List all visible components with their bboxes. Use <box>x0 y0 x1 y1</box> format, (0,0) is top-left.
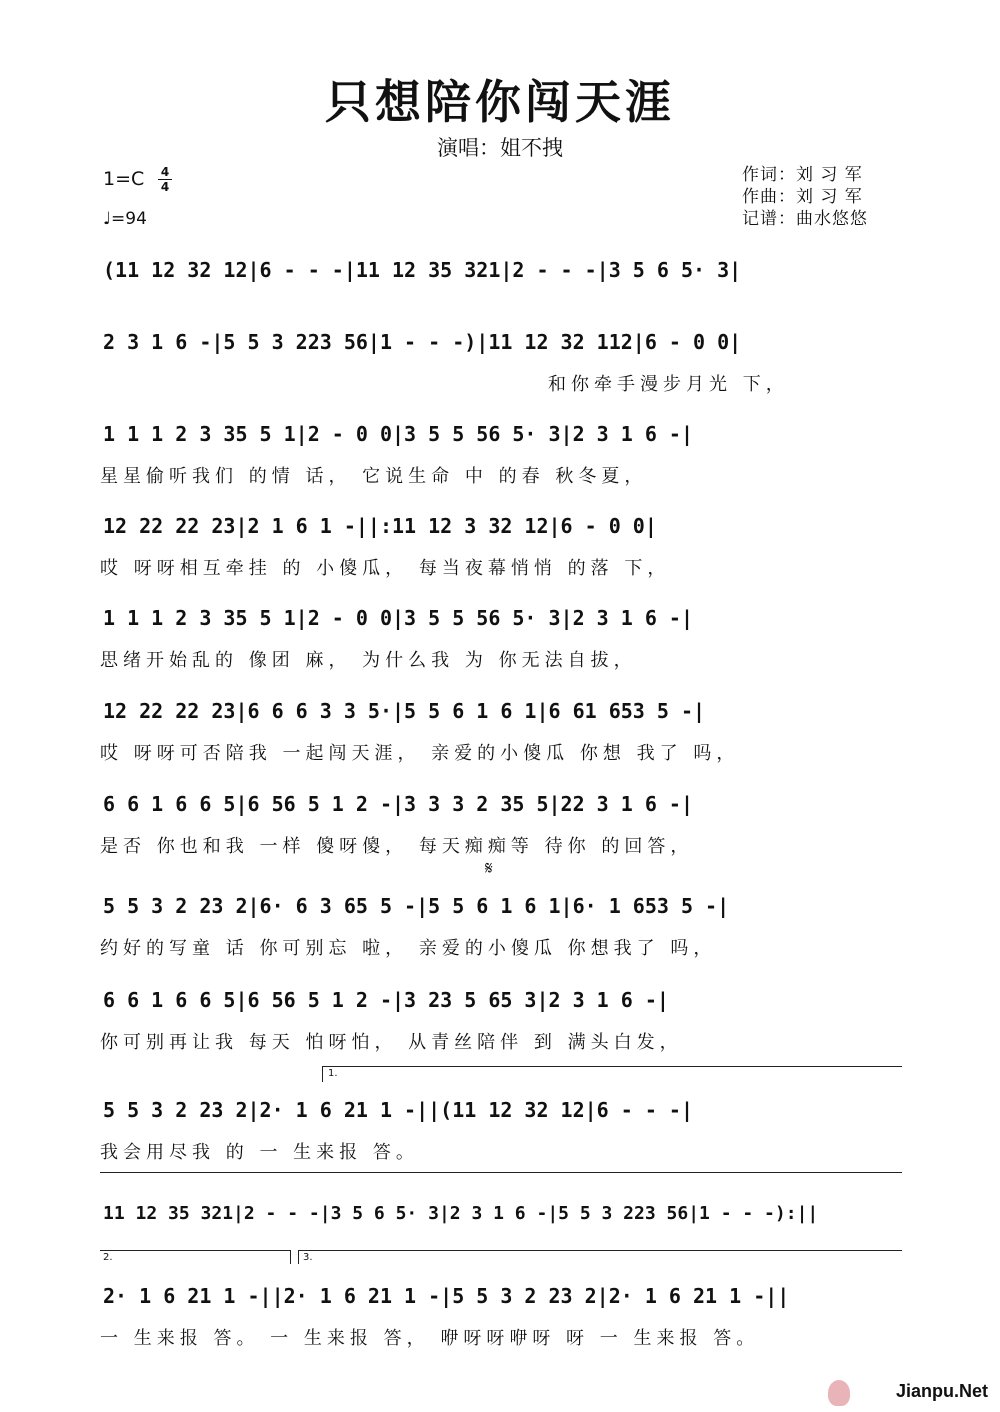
composer-credit: 作曲：刘 习 军 <box>742 187 863 207</box>
notes-line-2: 2 3 1 6 -|5 5 3 223 56|1 - - -)|11 12 32 112|6 - 0 0| <box>103 330 742 354</box>
segno-mark: 𝄋 <box>485 858 493 879</box>
volta-1: 1. <box>328 1068 338 1079</box>
lyrics-line-12: 一 生来报 答。 一 生来报 答， 咿呀呀咿呀 呀 一 生来报 答。 <box>100 1328 760 1349</box>
lyrics-line-2: 和你牵手漫步月光 下， <box>548 374 789 395</box>
notes-line-6: 12 22 22 23|6 6 6 3 3 5·|5 5 6 1 6 1|6 61 653 5 -| <box>103 699 706 723</box>
credits-block <box>742 164 868 230</box>
time-signature <box>158 166 172 193</box>
notes-line-7: 6 6 1 6 6 5|6 56 5 1 2 -|3 3 3 2 35 5|22 3 1 6 -| <box>103 792 694 816</box>
tempo-marking: ♩=94 <box>103 209 147 229</box>
time-sig-bottom: 4 <box>160 180 170 194</box>
lyrics-line-10: 我会用尽我 的 一 生来报 答。 <box>100 1142 419 1163</box>
notes-line-1: (11 12 32 12|6 - - -|11 12 35 321|2 - - -|3 5 6 5· 3| <box>103 258 742 282</box>
lyrics-line-6: 哎 呀呀可否陪我 一起闯天涯， 亲爱的小傻瓜 你想 我了 吗， <box>100 743 740 764</box>
lyrics-line-7: 是否 你也和我 一样 傻呀傻， 每天痴痴等 待你 的回答， <box>100 836 694 857</box>
lyrics-line-5: 思绪开始乱的 像团 麻， 为什么我 为 你无法自拔， <box>100 650 637 671</box>
notes-line-9: 6 6 1 6 6 5|6 56 5 1 2 -|3 23 5 65 3|2 3 1 6 -| <box>103 988 669 1012</box>
singer-line: 演唱：姐不拽 <box>437 136 563 160</box>
song-title: 只想陪你闯天涯 <box>325 75 675 129</box>
notes-line-3: 1 1 1 2 3 35 5 1|2 - 0 0|3 5 5 56 5· 3|2 3 1 6 -| <box>103 422 694 446</box>
notes-line-4: 12 22 22 23|2 1 6 1 -||:11 12 3 32 12|6 - 0 0| <box>103 514 657 538</box>
lyricist-credit: 作词：刘 习 军 <box>742 165 863 185</box>
volta-3: 3. <box>303 1252 313 1263</box>
notes-line-11: 11 12 35 321|2 - - -|3 5 6 5· 3|2 3 1 6 -|5 5 3 223 56|1 - - -):|| <box>103 1203 819 1224</box>
notes-line-8: 5 5 3 2 23 2|6· 6 3 65 5 -|5 5 6 1 6 1|6· 1 653 5 -| <box>103 894 730 918</box>
notes-line-12: 2· 1 6 21 1 -||2· 1 6 21 1 -|5 5 3 2 23 2|2· 1 6 21 1 -|| <box>103 1284 790 1308</box>
watermark-logo-icon <box>828 1380 850 1406</box>
lyrics-line-8: 约好的写童 话 你可别忘 啦， 亲爱的小傻瓜 你想我了 吗， <box>100 938 717 959</box>
lyrics-line-4: 哎 呀呀相互牵挂 的 小傻瓜， 每当夜幕悄悄 的落 下， <box>100 558 671 579</box>
watermark: Jianpu.Net <box>895 1381 988 1401</box>
transcriber-credit: 记谱：曲水悠悠 <box>742 209 868 229</box>
time-sig-top: 4 <box>160 165 170 179</box>
lyrics-line-9: 你可别再让我 每天 怕呀怕， 从青丝陪伴 到 满头白发， <box>100 1032 683 1053</box>
volta-2: 2. <box>103 1252 113 1263</box>
notes-line-5: 1 1 1 2 3 35 5 1|2 - 0 0|3 5 5 56 5· 3|2 3 1 6 -| <box>103 606 694 630</box>
key-signature: 1=C <box>103 168 145 190</box>
notes-line-10: 5 5 3 2 23 2|2· 1 6 21 1 -||(11 12 32 12|6 - - -| <box>103 1098 694 1122</box>
lyrics-line-3: 星星偷听我们 的情 话， 它说生命 中 的春 秋冬夏， <box>100 466 648 487</box>
